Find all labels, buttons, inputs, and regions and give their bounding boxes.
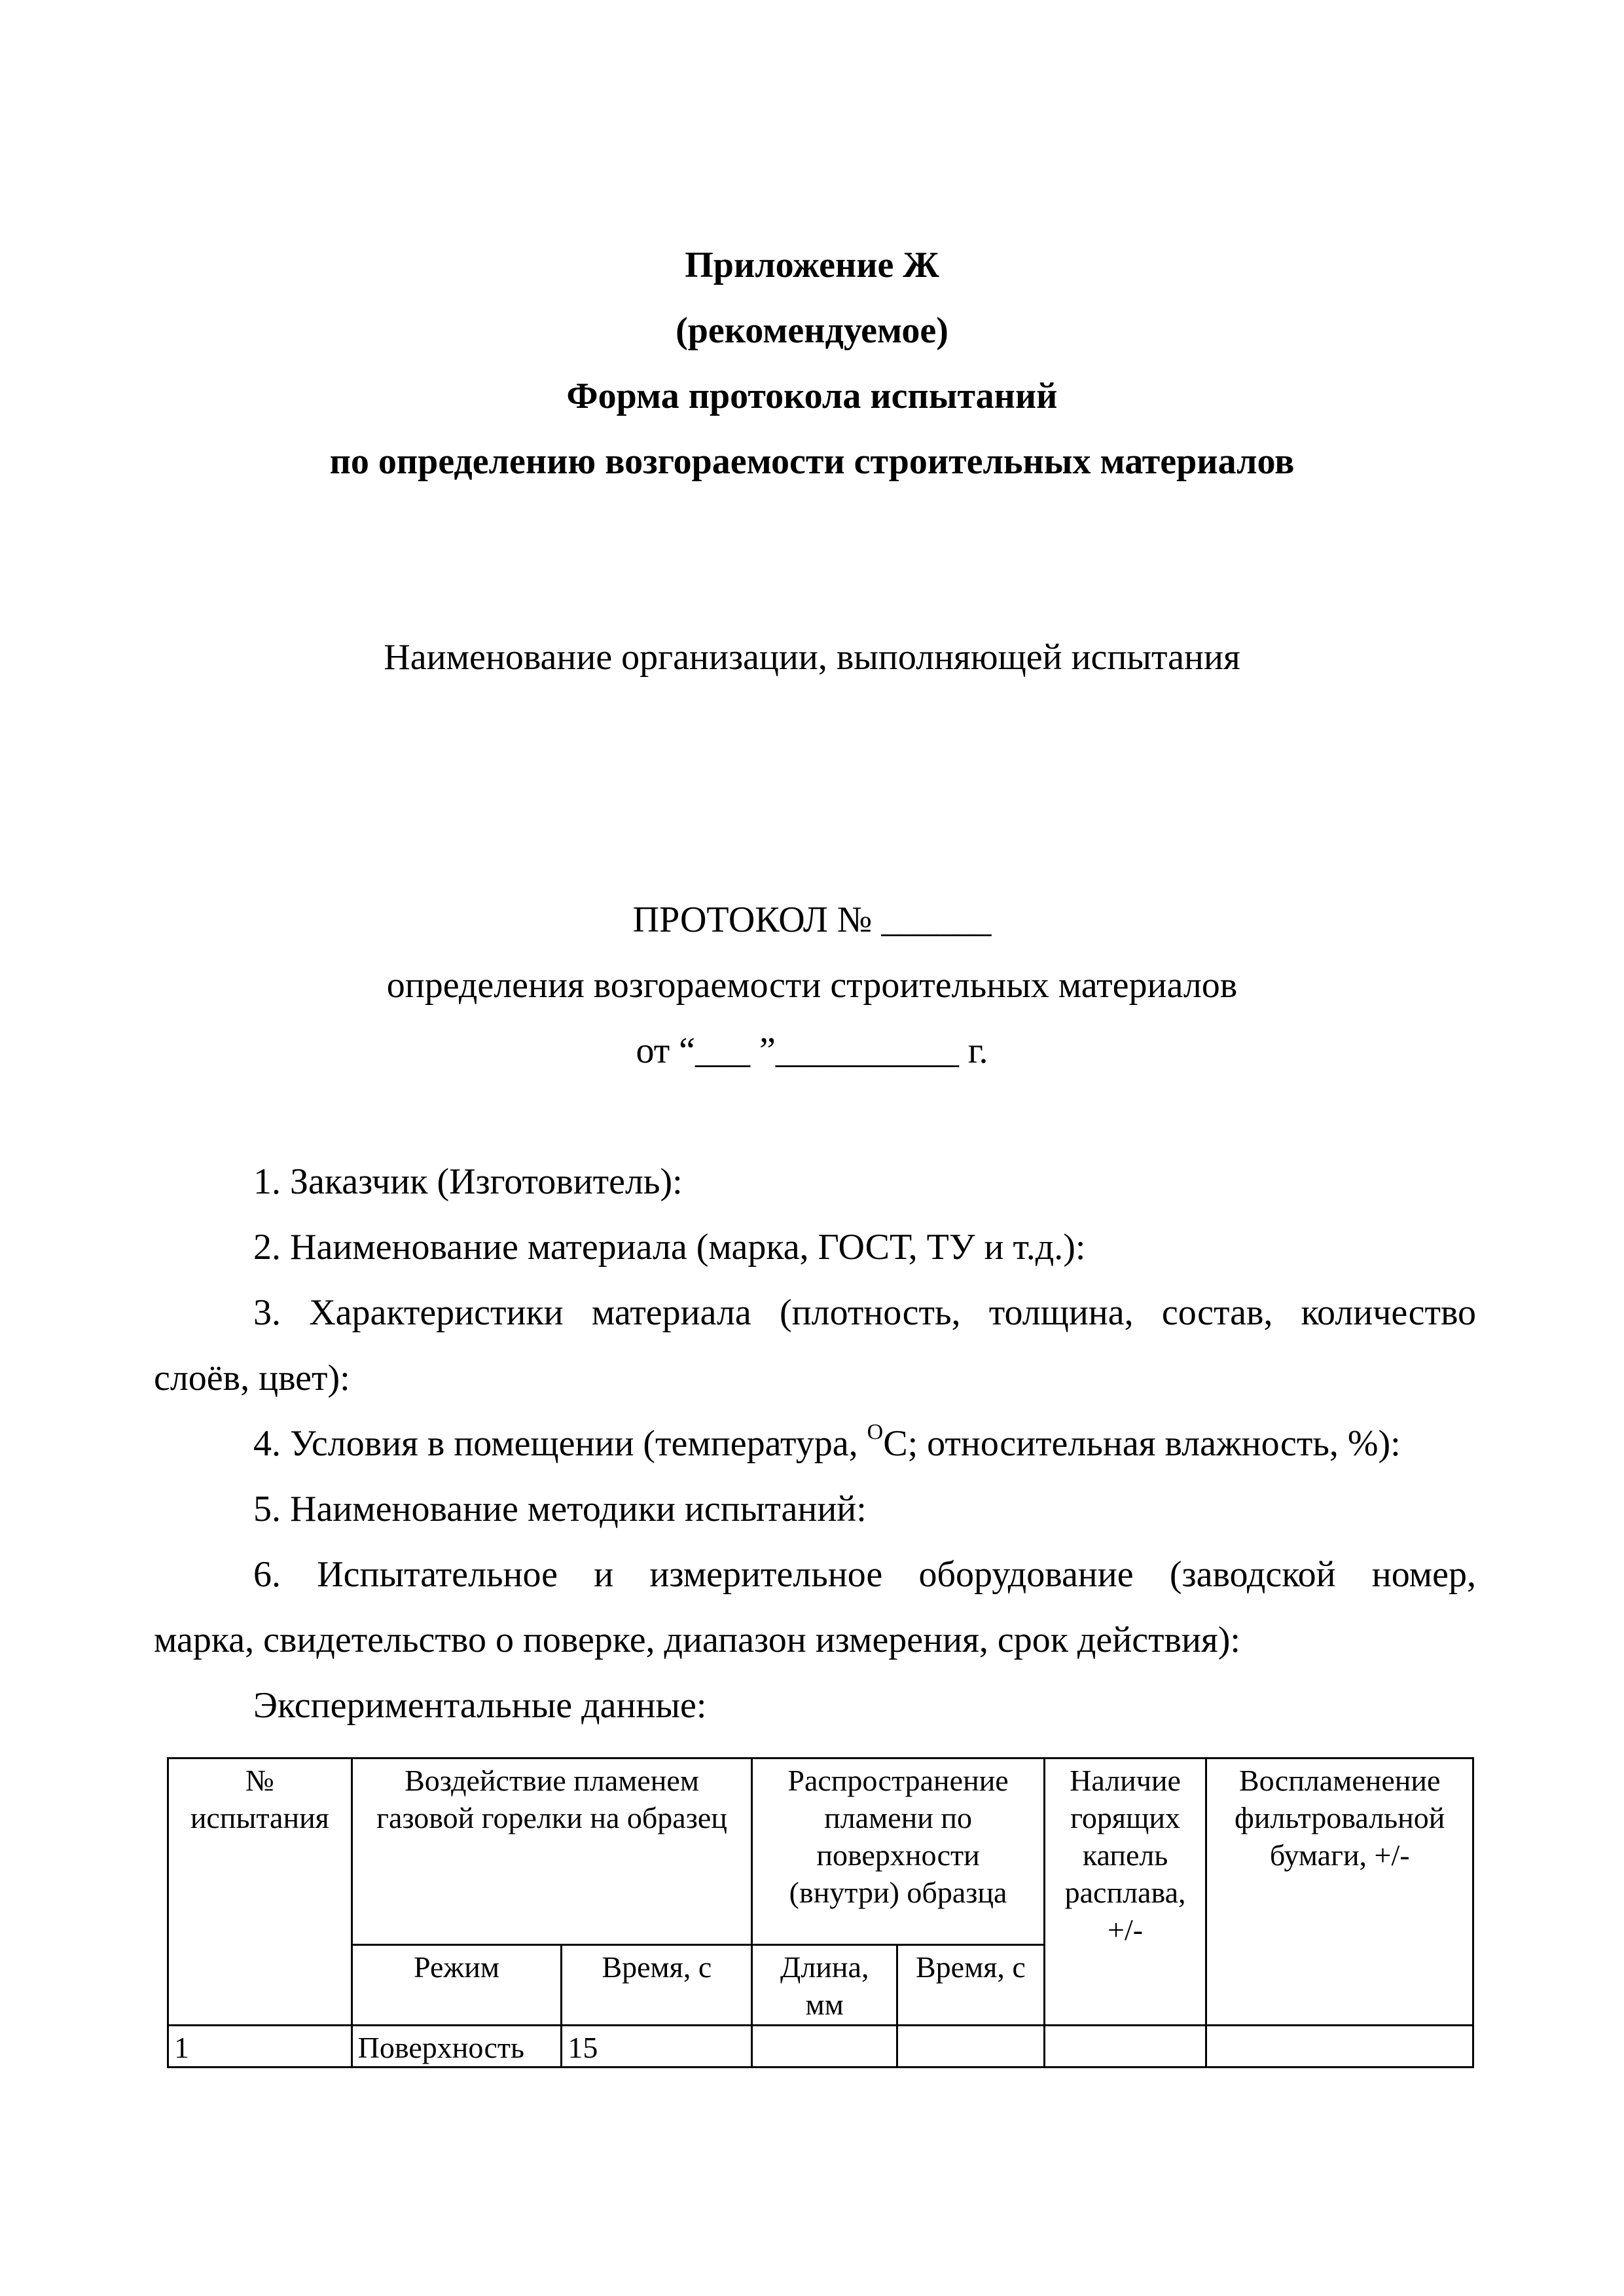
experimental-data-label: Экспериментальные данные: [253,1685,707,1726]
justified-word: измерительное [649,1554,883,1595]
table-row [168,2026,1473,2068]
protocol-title: ПРОТОКОЛ № ______ [632,900,992,940]
justified-word: (заводской [1169,1554,1336,1595]
organization-name-label: Наименование организации, выполняющей испытания [384,637,1240,678]
cell-filter-paper-ignition [1206,2026,1473,2068]
appendix-title: Приложение Ж [685,245,939,285]
justified-word: материала [591,1292,751,1333]
justified-word: 6. [253,1554,281,1595]
header-mode: Режим [352,1945,562,2026]
header-flame-exposure: Воздействие пламенем газовой горелки на образец [352,1758,752,1945]
item-material-characteristics-cont: слоёв, цвет): [154,1358,350,1398]
protocol-subtitle: определения возгораемости строительных материалов [386,965,1238,1006]
form-subtitle: по определению возгораемости строительных материалов [329,441,1295,482]
header-test-number: № испытания [168,1758,352,2026]
header-exposure-time: Время, с [562,1945,752,2026]
item-method-name: 5. Наименование методики испытаний: [253,1489,867,1529]
justified-word: (плотность, [780,1292,961,1333]
justified-word: номер, [1371,1554,1476,1595]
justified-word: оборудование [918,1554,1134,1595]
justified-word: толщина, [988,1292,1134,1333]
cell-test-number: 1 [168,2026,352,2068]
header-filter-paper-ignition: Воспламенение фильтровальной бумаги, +/- [1206,1758,1473,2026]
item-equipment-cont: марка, свидетельство о поверке, диапазон измерения, срок действия): [154,1620,1240,1660]
item-material-characteristics [253,1294,1476,1331]
cell-exposure-time: 15 [562,2026,752,2068]
degree-superscript: О [867,1420,884,1444]
item-customer: 1. Заказчик (Изготовитель): [253,1161,683,1202]
justified-word: количество [1301,1292,1476,1333]
header-flame-spread: Распространение пламени по поверхности (внутри) образца [752,1758,1044,1945]
appendix-status: (рекомендуемое) [676,310,948,351]
header-length: Длина, мм [752,1945,897,2026]
item-room-conditions: 4. Условия в помещении (температура, $^О$С; относительная влажность, %): [253,1420,1401,1464]
item-equipment [253,1556,1476,1593]
justified-word: состав, [1161,1292,1273,1333]
form-title: Форма протокола испытаний [566,376,1058,416]
justified-word: Испытательное [317,1554,558,1595]
justified-word: Характеристики [309,1292,564,1333]
item-material-name: 2. Наименование материала (марка, ГОСТ, ТУ и т.д.): [253,1227,1086,1267]
cell-mode: Поверхность [352,2026,562,2068]
header-burning-drops: Наличие горящих капель расплава, +/- [1044,1758,1206,2026]
justified-word: и [594,1554,614,1595]
justified-word: 3. [253,1292,281,1333]
header-spread-time: Время, с [897,1945,1045,2026]
cell-burning-drops [1044,2026,1206,2068]
cell-spread-time [897,2026,1045,2068]
protocol-date: от “___ ”__________ г. [636,1030,988,1071]
experimental-data-table [167,1757,1474,2068]
cell-length [752,2026,897,2068]
